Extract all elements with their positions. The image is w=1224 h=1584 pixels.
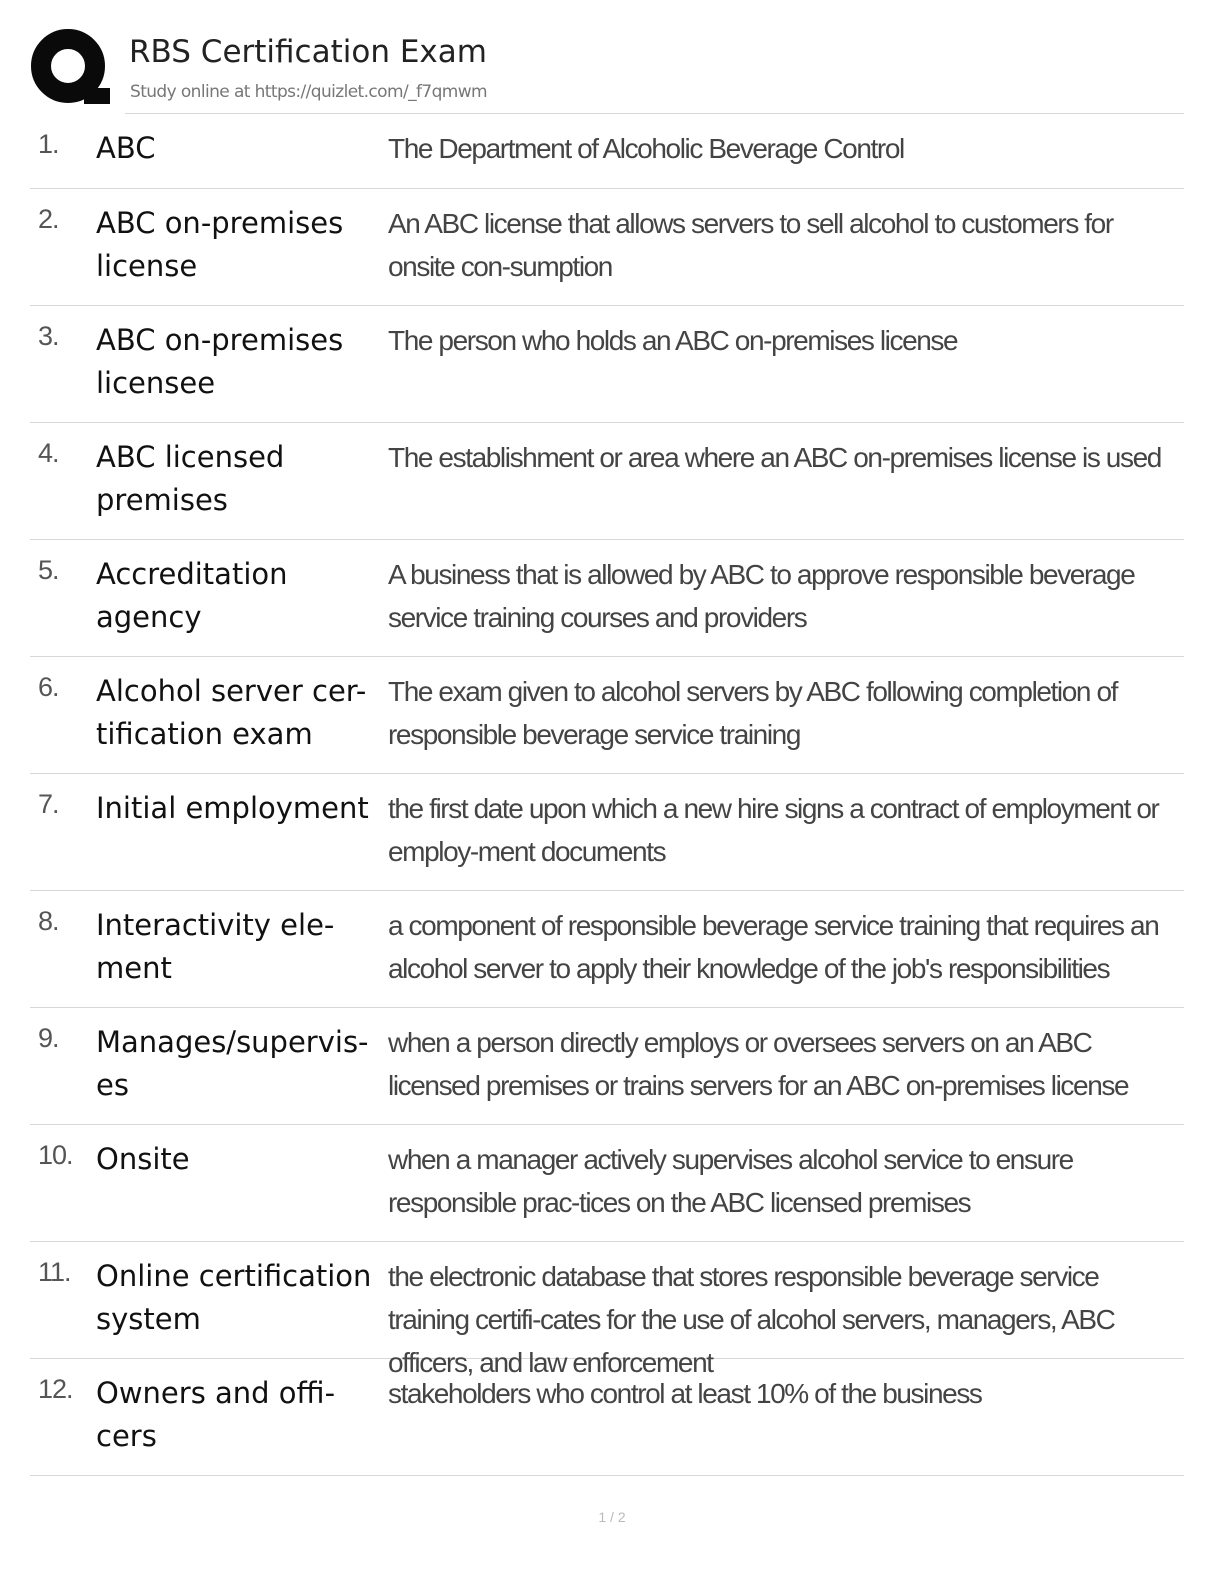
term-number: 9. — [38, 1023, 59, 1053]
term-name: Alcohol server cer-tification exam — [96, 674, 367, 751]
term-row — [30, 1125, 1184, 1242]
term-definition: when a person directly employs or oversees servers on an ABC licensed premises or trains servers for an ABC on-premises license — [388, 1027, 1129, 1101]
term-row — [30, 891, 1184, 1008]
terms-list — [30, 114, 1184, 1476]
term-name: ABC — [96, 131, 156, 165]
term-number: 8. — [38, 906, 59, 936]
term-definition: a component of responsible beverage service training that requires an alcohol server to apply their knowledge of the job's responsibilities — [388, 910, 1159, 984]
term-name: Onsite — [96, 1142, 190, 1176]
term-number: 11. — [38, 1257, 71, 1287]
study-online-link[interactable]: Study online at https://quizlet.com/_f7qmwm — [130, 82, 487, 102]
term-definition: The exam given to alcohol servers by ABC following completion of responsible beverage service training — [388, 676, 1118, 750]
term-row — [30, 1008, 1184, 1125]
term-number: 12. — [38, 1374, 73, 1404]
term-number: 1. — [38, 129, 59, 159]
term-definition: when a manager actively supervises alcohol service to ensure responsible prac-tices on the ABC licensed premises — [388, 1144, 1073, 1218]
term-row — [30, 423, 1184, 540]
term-name: Manages/supervis-es — [96, 1025, 369, 1102]
term-definition: the electronic database that stores responsible beverage service training certifi-cates for the use of alcohol servers, managers, ABC officers, and law enforcement — [388, 1261, 1115, 1378]
term-name: Accreditation agency — [96, 557, 288, 634]
term-row — [30, 774, 1184, 891]
term-name: ABC on-premises license — [96, 206, 344, 283]
term-row — [30, 1242, 1184, 1378]
term-name: Online certification system — [96, 1259, 372, 1336]
document-header — [30, 28, 1184, 114]
term-definition: A business that is allowed by ABC to approve responsible beverage service training courses and providers — [388, 559, 1135, 633]
term-number: 4. — [38, 438, 59, 468]
page-number: 1 / 2 — [598, 1509, 626, 1525]
term-definition: The establishment or area where an ABC on-premises license is used — [388, 442, 1161, 473]
term-name: Initial employment — [96, 791, 369, 825]
term-number: 3. — [38, 321, 59, 351]
term-row — [30, 540, 1184, 657]
term-name: ABC licensed premises — [96, 440, 285, 517]
term-number: 5. — [38, 555, 59, 585]
term-row — [30, 657, 1184, 774]
term-definition: stakeholders who control at least 10% of the business — [388, 1378, 982, 1409]
term-row — [30, 114, 1184, 189]
term-definition: The person who holds an ABC on-premises license — [388, 325, 958, 356]
term-row — [30, 306, 1184, 423]
term-row — [30, 189, 1184, 306]
term-definition: the first date upon which a new hire signs a contract of employment or employ-ment documents — [388, 793, 1159, 867]
term-name: Owners and offi-cers — [96, 1376, 336, 1453]
term-name: ABC on-premises licensee — [96, 323, 344, 400]
term-row — [30, 1359, 1184, 1476]
quizlet-q-logo-icon — [30, 28, 110, 108]
term-number: 7. — [38, 789, 59, 819]
term-definition: The Department of Alcoholic Beverage Control — [388, 133, 904, 164]
term-name: Interactivity ele-ment — [96, 908, 335, 985]
page-title: RBS Certification Exam — [129, 34, 487, 70]
term-number: 2. — [38, 204, 59, 234]
term-number: 10. — [38, 1140, 73, 1170]
term-number: 6. — [38, 672, 59, 702]
term-definition: An ABC license that allows servers to sell alcohol to customers for onsite con-sumption — [388, 208, 1113, 282]
